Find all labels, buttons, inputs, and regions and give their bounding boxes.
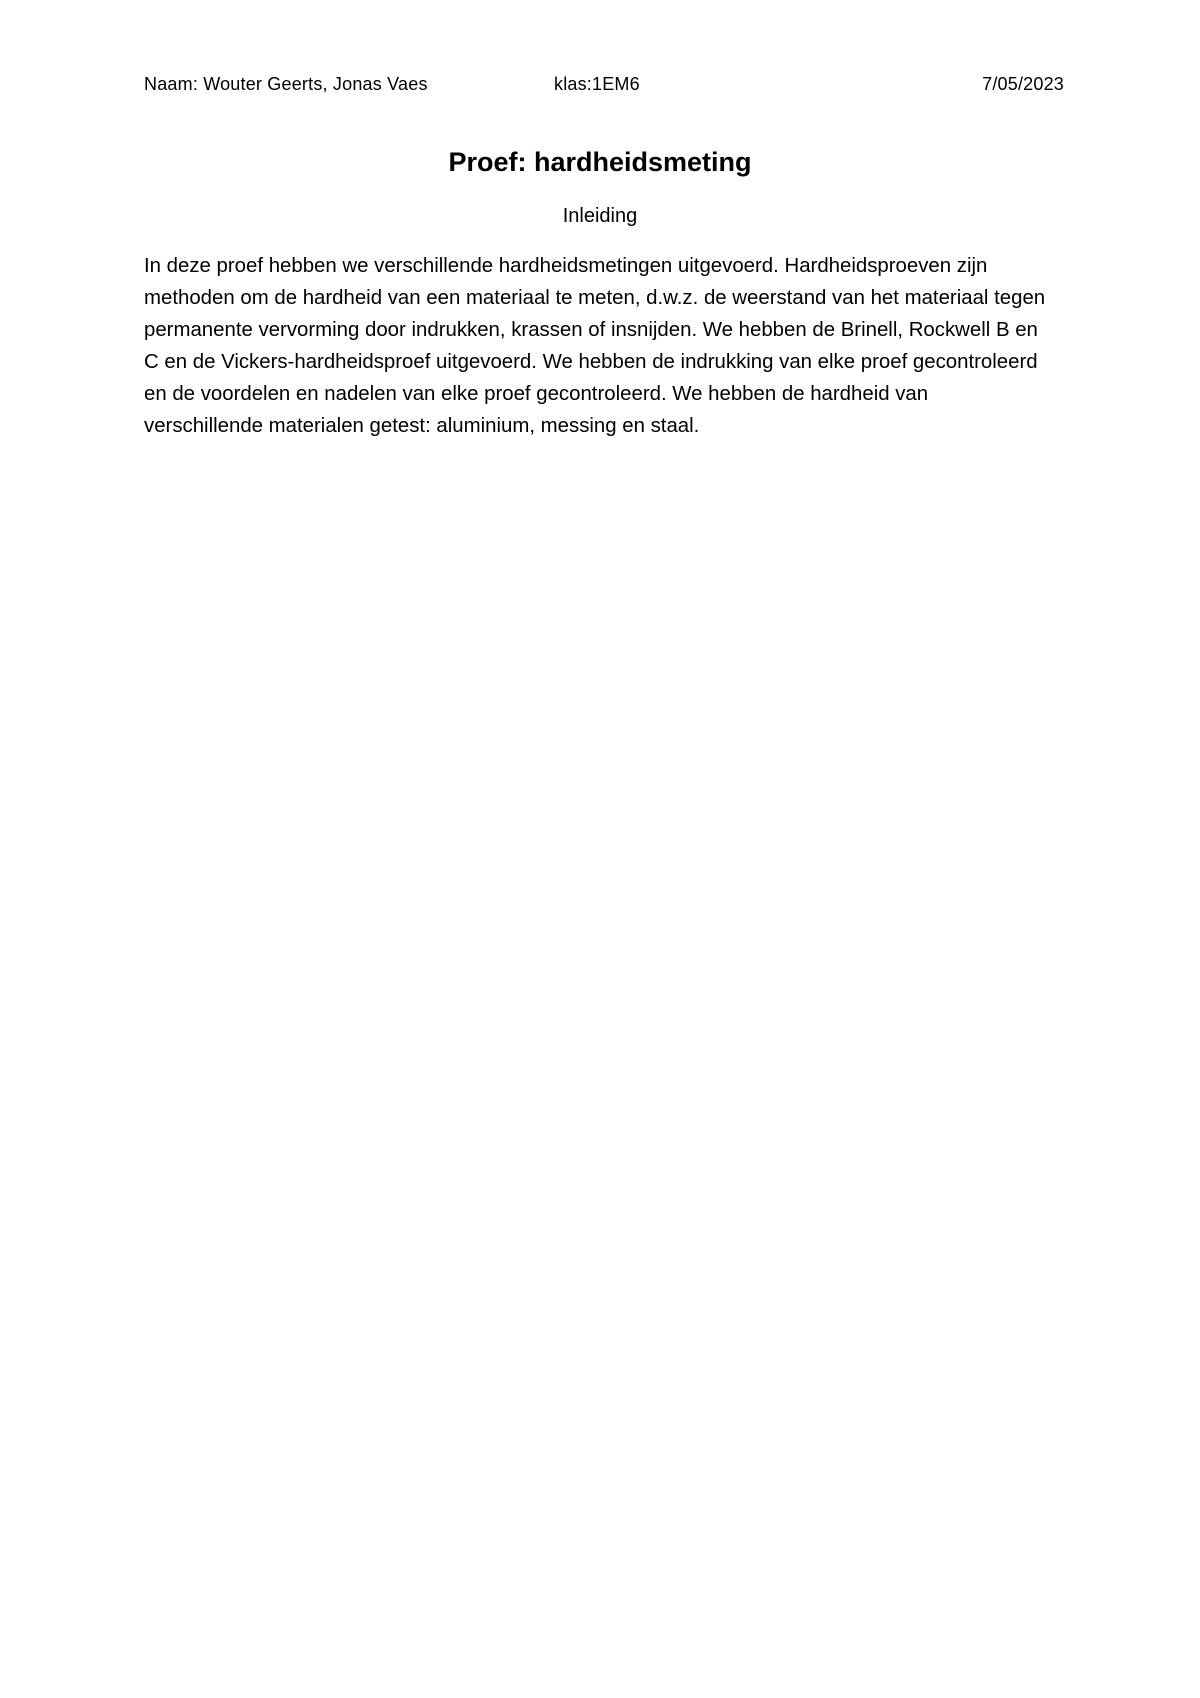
header-names: Naam: Wouter Geerts, Jonas Vaes [144, 74, 428, 94]
header-date: 7/05/2023 [982, 74, 1064, 94]
intro-paragraph: In deze proef hebben we verschillende hardheidsmetingen uitgevoerd. Hardheidsproeven zijn methoden om de hardheid van een materiaal te meten, d.w.z. de weerstand van het materiaal tegen permanente vervorming door indrukken, krassen of insnijden. We hebben de Brinell, Rockwell B en C en de Vickers-hardheidsproef uitgevoerd. We hebben de indrukking van elke proef gecontroleerd en de voordelen en nadelen van elke proef gecontroleerd. We hebben de hardheid van verschillende materialen getest: aluminium, messing en staal. [144, 255, 1046, 437]
section-heading: Inleiding [562, 205, 638, 227]
document-header [144, 74, 1064, 102]
header-class: klas:1EM6 [554, 74, 640, 94]
document-title: Proef: hardheidsmeting [448, 147, 752, 177]
